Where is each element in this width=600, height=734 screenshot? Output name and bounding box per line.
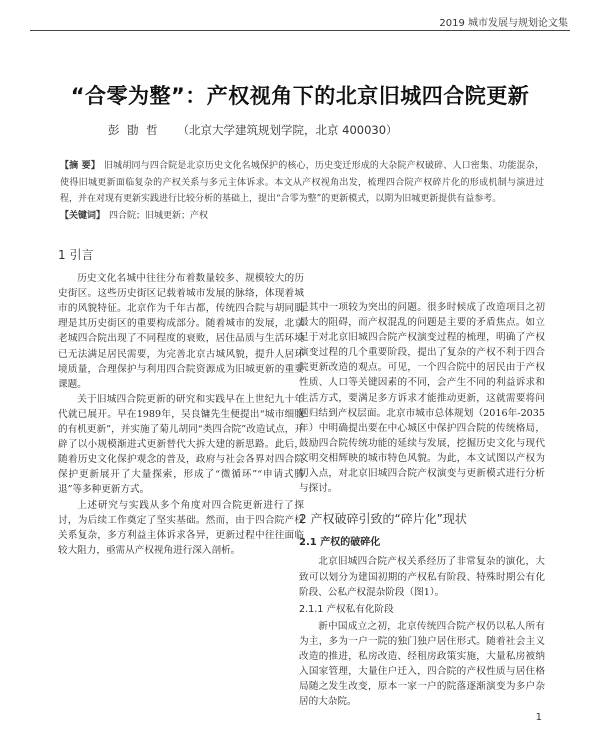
body-paragraph: 上述研究与实践从多个角度对四合院更新进行了探讨，为后续工作奠定了坚实基础。然而，由于四合院产权关系复杂，多方利益主体诉求各异，更新过程中往往面临较大阻力，亟需从产权视角进行深入剖析。	[58, 499, 304, 556]
keywords-line	[60, 208, 544, 225]
body-paragraph: 新中国成立之初，北京传统四合院产权仍以私人所有为主，多为一户一院的独门独户居住形式。随着社会主义改造的推进，私房改造、经租房政策实施，大量私房被纳入国家管理，大量住户迁入，四合院的产权性质与居住格局随之发生改变，原本一家一户的院落逐渐演变为多户杂居的大杂院。	[299, 620, 545, 708]
abstract-paragraph	[60, 158, 544, 208]
subsection-2-1-heading: 2.1 产权的破碎化	[299, 537, 381, 549]
abstract-block	[60, 158, 544, 224]
abstract-label: 【摘 要】	[60, 161, 100, 171]
body-paragraph: 是其中一项较为突出的问题。很多时候成了改造项目之初最大的阻碍，而产权混乱的问题是主要的矛盾焦点。如立足于对北京旧城四合院产权演变过程的梳理，明确了产权演变过程的几个重要阶段，提出了复杂的产权不利于四合院更新改造的观点。可见，一个四合院中的居民由于产权性质、人口等关键因素的不同，会产生不同的利益诉求和生活方式，要满足多方诉求才能推动更新，这就需要将问题归结到产权层面。北京市城市总体规划（2016年-2035年）中明确提出要在中心城区中保护四合院的传统格局，鼓励四合院传统功能的延续与发展，挖掘历史文化与现代文明交相辉映的城市特色风貌。为此，本文试图以产权为切入点，对北京旧城四合院产权演变与更新模式进行分析与探讨。	[299, 302, 545, 495]
body-paragraph: 关于旧城四合院更新的研究和实践早在上世纪九十年代就已展开。早在1989年，吴良镛先生便提出“城市细胞的有机更新”，并实施了菊儿胡同“类四合院”改造试点，开辟了以小规模渐进式更新替代大拆大建的新思路。此后，随着历史文化保护观念的普及，政府与社会各界对四合院保护更新展开了大量探索，形成了“微循环”“申请式腾退”等多种更新方式。	[58, 393, 304, 496]
section-1-heading: 1 引言	[58, 248, 94, 262]
right-column	[299, 300, 545, 709]
page-number: 1	[535, 712, 542, 723]
author-affiliation: （北京大学建筑规划学院，北京 400030）	[177, 123, 398, 137]
subsection-2-1-1-heading: 2.1.1 产权私有化阶段	[299, 603, 394, 615]
abstract-text: 旧城胡同与四合院是北京历史文化名城保护的核心，历史变迁形成的大杂院产权破碎、人口密集、功能混杂，使得旧城更新面临复杂的产权关系与多元主体诉求。本文从产权视角出发，梳理四合院产权碎片化的形成机制与演进过程，并在对现有更新实践进行比较分析的基础上，提出“合零为整”的更新模式，以期为旧城更新提供有益参考。	[60, 161, 544, 204]
body-paragraph: 历史文化名城中往往分布着数量较多、规模较大的历史街区。这些历史街区记载着城市发展的脉络，体现着城市的风貌特征。北京作为千年古都，传统四合院与胡同肌理是其历史街区的重要构成部分。随着城市的发展，北京老城四合院出现了不同程度的衰败，居住品质与生活环境已无法满足居民需要，为完善北京古城风貌，提升人居环境质量，合理保护与利用四合院资源成为旧城更新的重要课题。	[58, 273, 304, 390]
keywords-text: 四合院；旧城更新；产权	[109, 210, 209, 221]
paper-title: “合零为整”：产权视角下的北京旧城四合院更新	[70, 84, 530, 108]
author-name: 彭 勖 哲	[108, 123, 160, 137]
header-rule	[30, 30, 570, 31]
left-column	[58, 248, 304, 558]
section-2-heading: 2 产权破碎引致的“碎片化”现状	[299, 512, 467, 527]
body-paragraph: 北京旧城四合院产权关系经历了非常复杂的演化，大致可以划分为建国初期的产权私有阶段、特殊时期公有化阶段、公私产权混杂阶段（图1）。	[299, 556, 545, 598]
running-header: 2019 城市发展与规划论文集	[439, 18, 568, 29]
keywords-label: 【关键词】	[60, 210, 106, 221]
byline	[108, 122, 398, 138]
